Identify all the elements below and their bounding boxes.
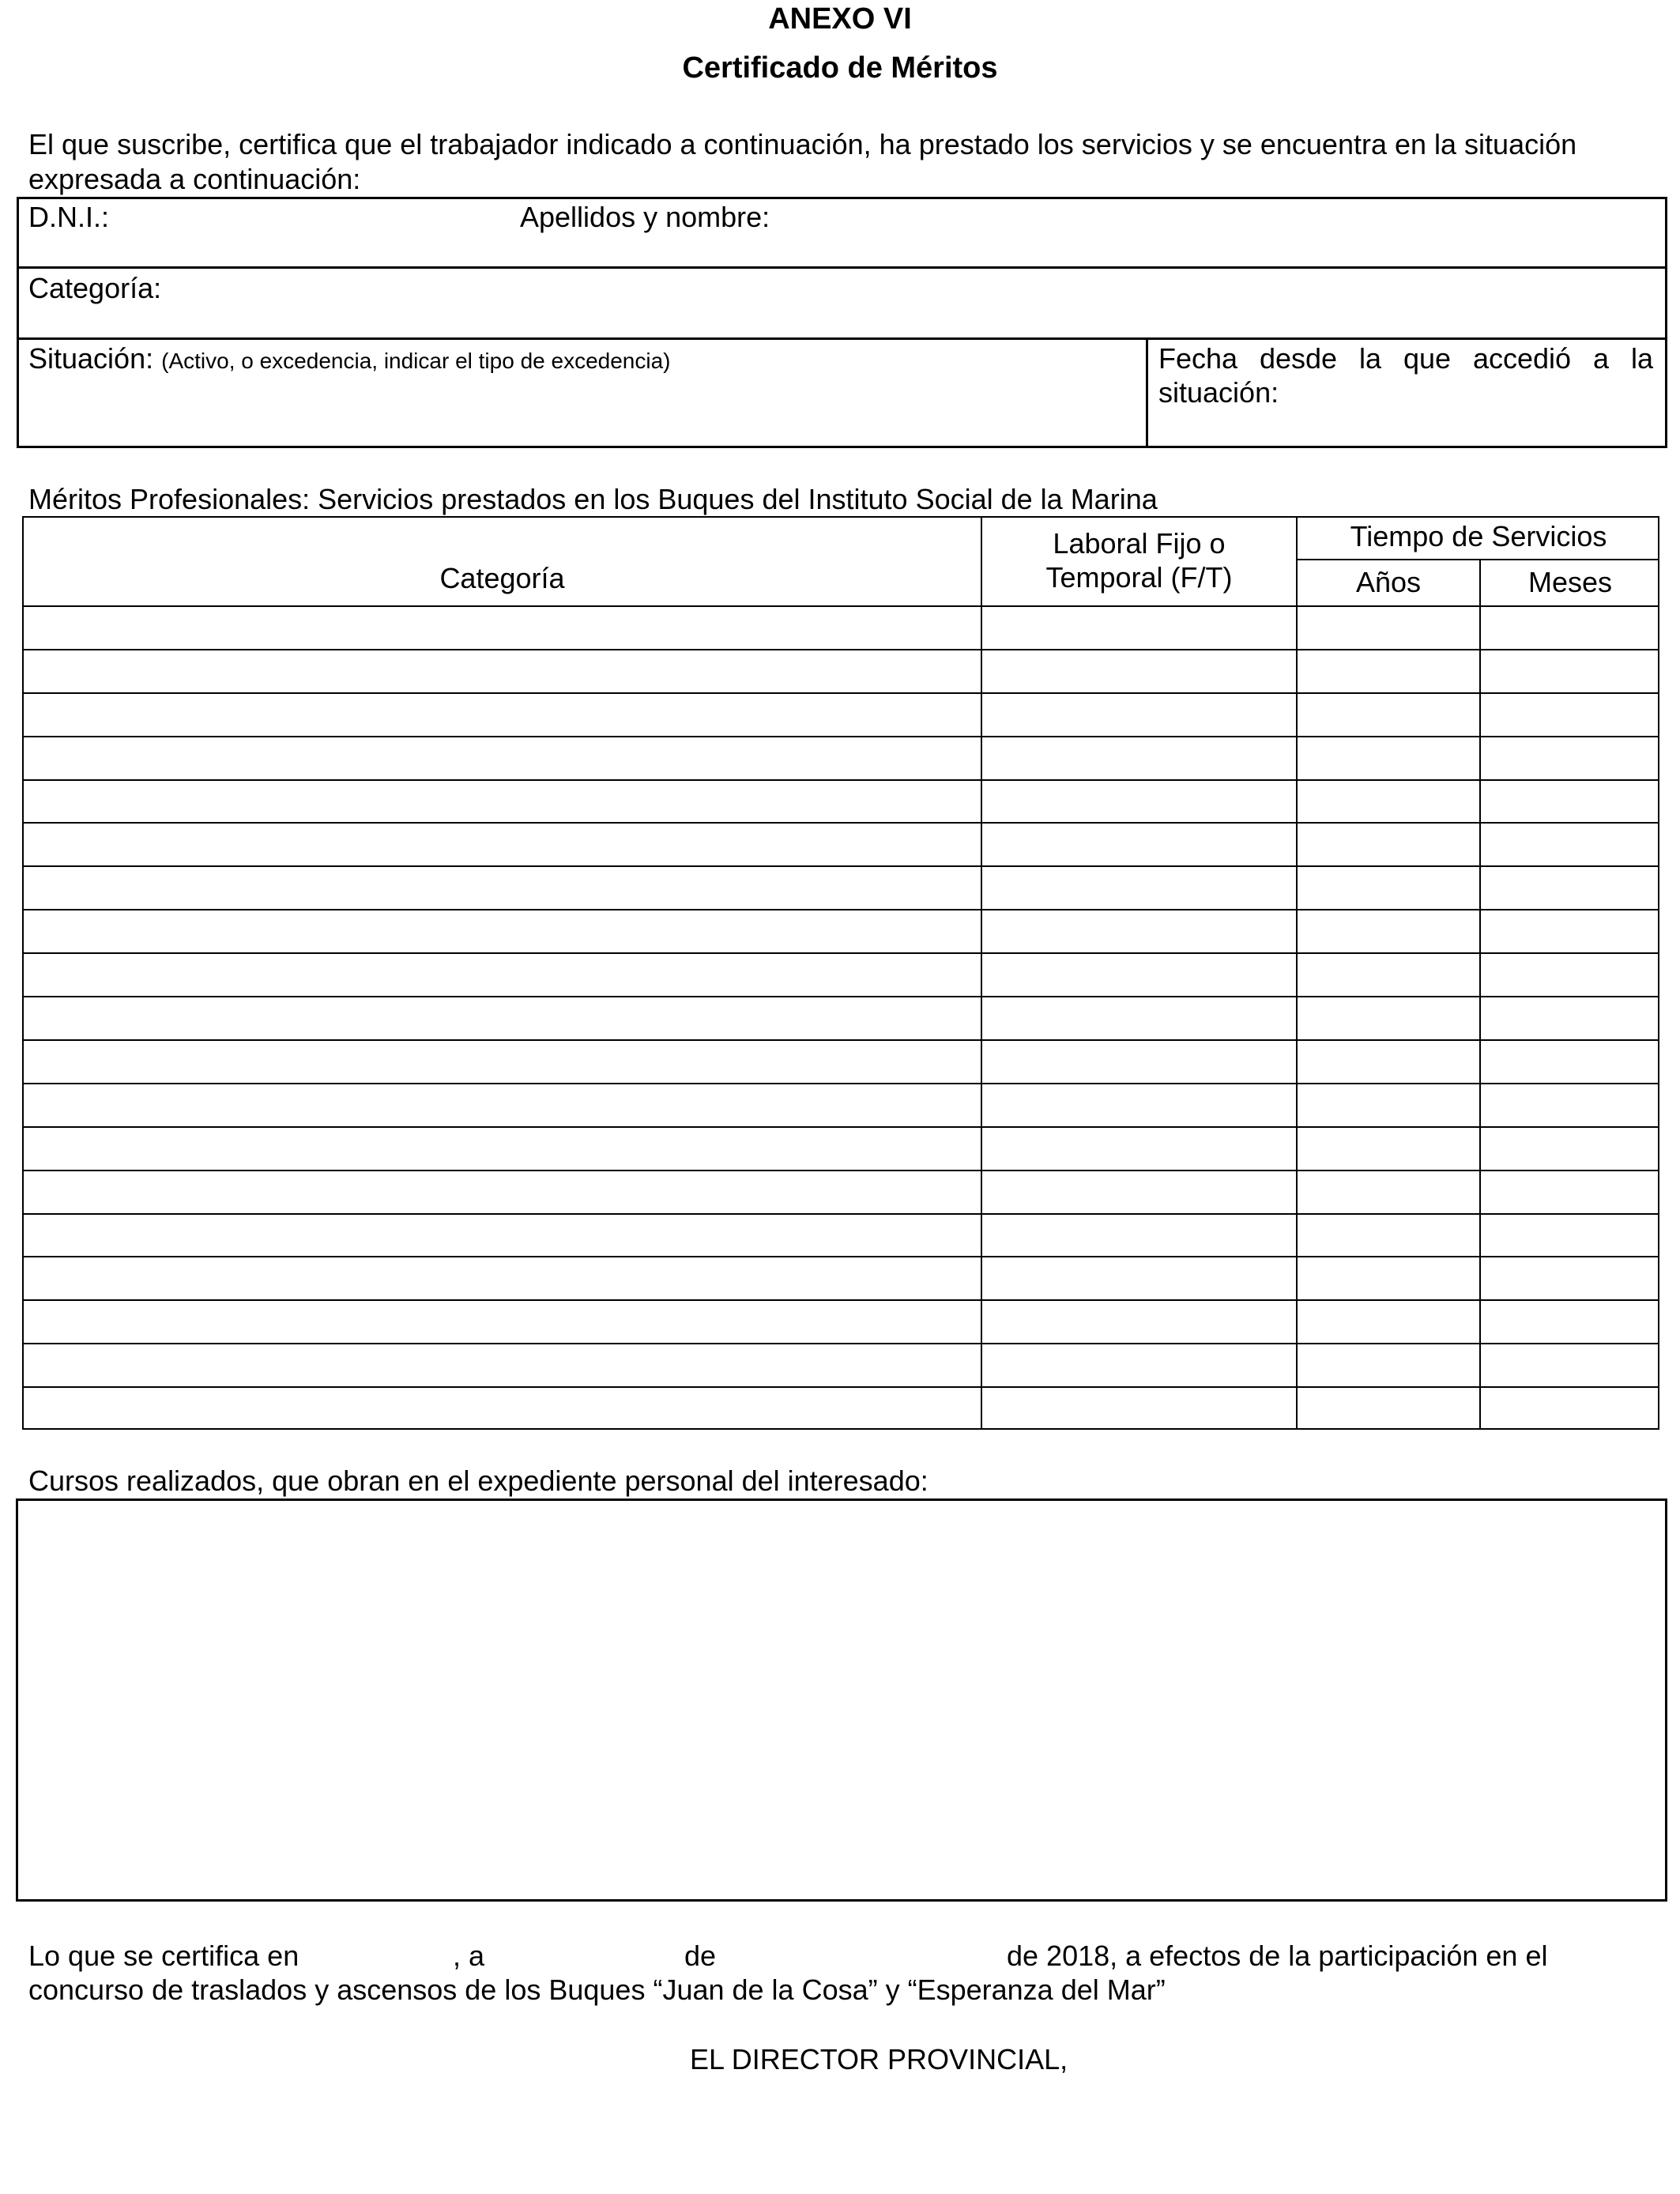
dni-label: D.N.I.: bbox=[28, 201, 110, 233]
category-cell[interactable] bbox=[24, 1084, 977, 1125]
row-divider bbox=[22, 779, 1659, 781]
contract-type-cell[interactable] bbox=[982, 1215, 1293, 1255]
row-divider bbox=[22, 1083, 1659, 1084]
category-cell[interactable] bbox=[24, 1257, 977, 1298]
months-cell[interactable] bbox=[1481, 1344, 1656, 1385]
row-divider bbox=[22, 909, 1659, 910]
contract-type-cell[interactable] bbox=[982, 694, 1293, 734]
months-cell[interactable] bbox=[1481, 1084, 1656, 1125]
years-cell[interactable] bbox=[1298, 954, 1476, 994]
category-cell[interactable] bbox=[24, 694, 977, 734]
years-cell[interactable] bbox=[1298, 607, 1476, 647]
years-cell[interactable] bbox=[1298, 867, 1476, 907]
years-cell[interactable] bbox=[1298, 1128, 1476, 1168]
access-date-label-line-1: Fecha desde la que accedió a la bbox=[1158, 342, 1653, 375]
years-cell[interactable] bbox=[1298, 997, 1476, 1038]
full-name-field[interactable] bbox=[790, 199, 1659, 266]
months-cell[interactable] bbox=[1481, 737, 1656, 778]
months-cell[interactable] bbox=[1481, 1171, 1656, 1212]
category-cell[interactable] bbox=[24, 607, 977, 647]
contract-type-cell[interactable] bbox=[982, 867, 1293, 907]
contract-type-cell[interactable] bbox=[982, 910, 1293, 951]
page-title: Certificado de Méritos bbox=[682, 51, 998, 85]
category-cell[interactable] bbox=[24, 1041, 977, 1081]
category-cell[interactable] bbox=[24, 1171, 977, 1212]
months-cell[interactable] bbox=[1481, 954, 1656, 994]
row-divider bbox=[22, 996, 1659, 997]
contract-type-cell[interactable] bbox=[982, 1388, 1293, 1428]
years-cell[interactable] bbox=[1298, 1171, 1476, 1212]
months-cell[interactable] bbox=[1481, 1301, 1656, 1341]
contract-type-cell[interactable] bbox=[982, 1084, 1293, 1125]
column-header-months: Meses bbox=[1527, 566, 1613, 598]
contract-type-cell[interactable] bbox=[982, 1171, 1293, 1212]
contract-type-cell[interactable] bbox=[982, 1257, 1293, 1298]
years-cell[interactable] bbox=[1298, 1388, 1476, 1428]
courses-heading: Cursos realizados, que obran en el expediente personal del interesado: bbox=[28, 1465, 929, 1497]
years-cell[interactable] bbox=[1298, 1084, 1476, 1125]
access-date-field[interactable] bbox=[1296, 376, 1652, 443]
years-cell[interactable] bbox=[1298, 781, 1476, 821]
months-cell[interactable] bbox=[1481, 1215, 1656, 1255]
place-field[interactable] bbox=[316, 1938, 450, 1971]
row-divider bbox=[17, 337, 1667, 340]
intro-line-1: El que suscribe, certifica que el trabajador indicado a continuación, ha prestado los servicios y se encuentra en la situación bbox=[28, 128, 1577, 160]
row-divider bbox=[22, 692, 1659, 694]
row-divider bbox=[22, 1256, 1659, 1257]
category-cell[interactable] bbox=[24, 824, 977, 864]
months-cell[interactable] bbox=[1481, 607, 1656, 647]
row-divider bbox=[22, 1343, 1659, 1344]
years-cell[interactable] bbox=[1298, 1041, 1476, 1081]
category-cell[interactable] bbox=[24, 1128, 977, 1168]
month-field[interactable] bbox=[723, 1938, 1004, 1971]
months-cell[interactable] bbox=[1481, 650, 1656, 691]
row-divider bbox=[22, 736, 1659, 737]
months-cell[interactable] bbox=[1481, 1128, 1656, 1168]
months-cell[interactable] bbox=[1481, 1257, 1656, 1298]
category-cell[interactable] bbox=[24, 737, 977, 778]
column-header-years: Años bbox=[1355, 566, 1422, 598]
situation-hint: (Activo, o excedencia, indicar el tipo de excedencia) bbox=[161, 349, 671, 373]
years-cell[interactable] bbox=[1298, 824, 1476, 864]
closing-day-label: , a bbox=[453, 1940, 485, 1972]
merits-heading: Méritos Profesionales: Servicios prestados en los Buques del Instituto Social de la Marina bbox=[28, 483, 1158, 515]
years-cell[interactable] bbox=[1298, 910, 1476, 951]
column-divider bbox=[1146, 337, 1148, 448]
months-cell[interactable] bbox=[1481, 867, 1656, 907]
years-cell[interactable] bbox=[1298, 1257, 1476, 1298]
category-cell[interactable] bbox=[24, 650, 977, 691]
contract-type-cell[interactable] bbox=[982, 1128, 1293, 1168]
category-cell[interactable] bbox=[24, 1388, 977, 1428]
category-cell[interactable] bbox=[24, 867, 977, 907]
years-cell[interactable] bbox=[1298, 737, 1476, 778]
row-divider bbox=[22, 1126, 1659, 1128]
column-header-contract-line-1: Laboral Fijo o bbox=[1053, 527, 1226, 560]
row-divider bbox=[22, 865, 1659, 867]
category-cell[interactable] bbox=[24, 954, 977, 994]
column-header-category: Categoría bbox=[439, 562, 565, 594]
row-divider bbox=[22, 1213, 1659, 1215]
situation-label-group bbox=[28, 342, 670, 378]
months-cell[interactable] bbox=[1481, 1041, 1656, 1081]
courses-textarea[interactable] bbox=[16, 1498, 1667, 1902]
category-cell[interactable] bbox=[24, 997, 977, 1038]
contract-type-cell[interactable] bbox=[982, 1344, 1293, 1385]
column-header-contract-line-2: Temporal (F/T) bbox=[1045, 561, 1233, 594]
closing-month-label: de bbox=[684, 1940, 717, 1972]
full-name-label: Apellidos y nombre: bbox=[520, 201, 770, 233]
contract-type-cell[interactable] bbox=[982, 1301, 1293, 1341]
months-cell[interactable] bbox=[1481, 997, 1656, 1038]
contract-type-cell[interactable] bbox=[982, 954, 1293, 994]
situation-label: Situación: bbox=[28, 342, 154, 375]
category-cell[interactable] bbox=[24, 910, 977, 951]
closing-line-2: concurso de traslados y ascensos de los Buques “Juan de la Cosa” y “Esperanza del Mar” bbox=[28, 1973, 1166, 2006]
months-cell[interactable] bbox=[1481, 910, 1656, 951]
contract-type-cell[interactable] bbox=[982, 607, 1293, 647]
years-cell[interactable] bbox=[1298, 1301, 1476, 1341]
row-divider bbox=[22, 822, 1659, 824]
row-divider bbox=[22, 1170, 1659, 1171]
header-subdivider bbox=[1296, 559, 1659, 560]
row-divider bbox=[22, 1039, 1659, 1041]
row-divider bbox=[22, 649, 1659, 650]
months-cell[interactable] bbox=[1481, 1388, 1656, 1428]
years-cell[interactable] bbox=[1298, 1215, 1476, 1255]
years-cell[interactable] bbox=[1298, 1344, 1476, 1385]
years-cell[interactable] bbox=[1298, 650, 1476, 691]
row-divider bbox=[22, 1386, 1659, 1388]
day-field[interactable] bbox=[498, 1938, 680, 1971]
category-cell[interactable] bbox=[24, 1301, 977, 1341]
category-cell[interactable] bbox=[24, 1215, 977, 1255]
contract-type-cell[interactable] bbox=[982, 997, 1293, 1038]
signature-title: EL DIRECTOR PROVINCIAL, bbox=[690, 2043, 1068, 2075]
years-cell[interactable] bbox=[1298, 694, 1476, 734]
intro-line-2: expresada a continuación: bbox=[28, 163, 361, 195]
months-cell[interactable] bbox=[1481, 781, 1656, 821]
dni-field[interactable] bbox=[134, 199, 506, 266]
access-date-label-line-2: situación: bbox=[1158, 376, 1279, 409]
closing-year-text: de 2018, a efectos de la participación en el bbox=[1007, 1940, 1548, 1972]
row-divider bbox=[17, 266, 1667, 269]
contract-type-cell[interactable] bbox=[982, 737, 1293, 778]
category-cell[interactable] bbox=[24, 1344, 977, 1385]
months-cell[interactable] bbox=[1481, 824, 1656, 864]
category-label: Categoría: bbox=[28, 272, 162, 304]
row-divider bbox=[22, 952, 1659, 954]
months-cell[interactable] bbox=[1481, 694, 1656, 734]
contract-type-cell[interactable] bbox=[982, 824, 1293, 864]
row-divider bbox=[22, 1299, 1659, 1301]
contract-type-cell[interactable] bbox=[982, 650, 1293, 691]
column-header-service-time: Tiempo de Servicios bbox=[1350, 520, 1607, 552]
category-cell[interactable] bbox=[24, 781, 977, 821]
contract-type-cell[interactable] bbox=[982, 781, 1293, 821]
situation-field[interactable] bbox=[28, 378, 1135, 444]
contract-type-cell[interactable] bbox=[982, 1041, 1293, 1081]
closing-place-label: Lo que se certifica en bbox=[28, 1940, 299, 1972]
category-field[interactable] bbox=[174, 270, 1659, 336]
annex-number: ANEXO VI bbox=[768, 2, 912, 36]
